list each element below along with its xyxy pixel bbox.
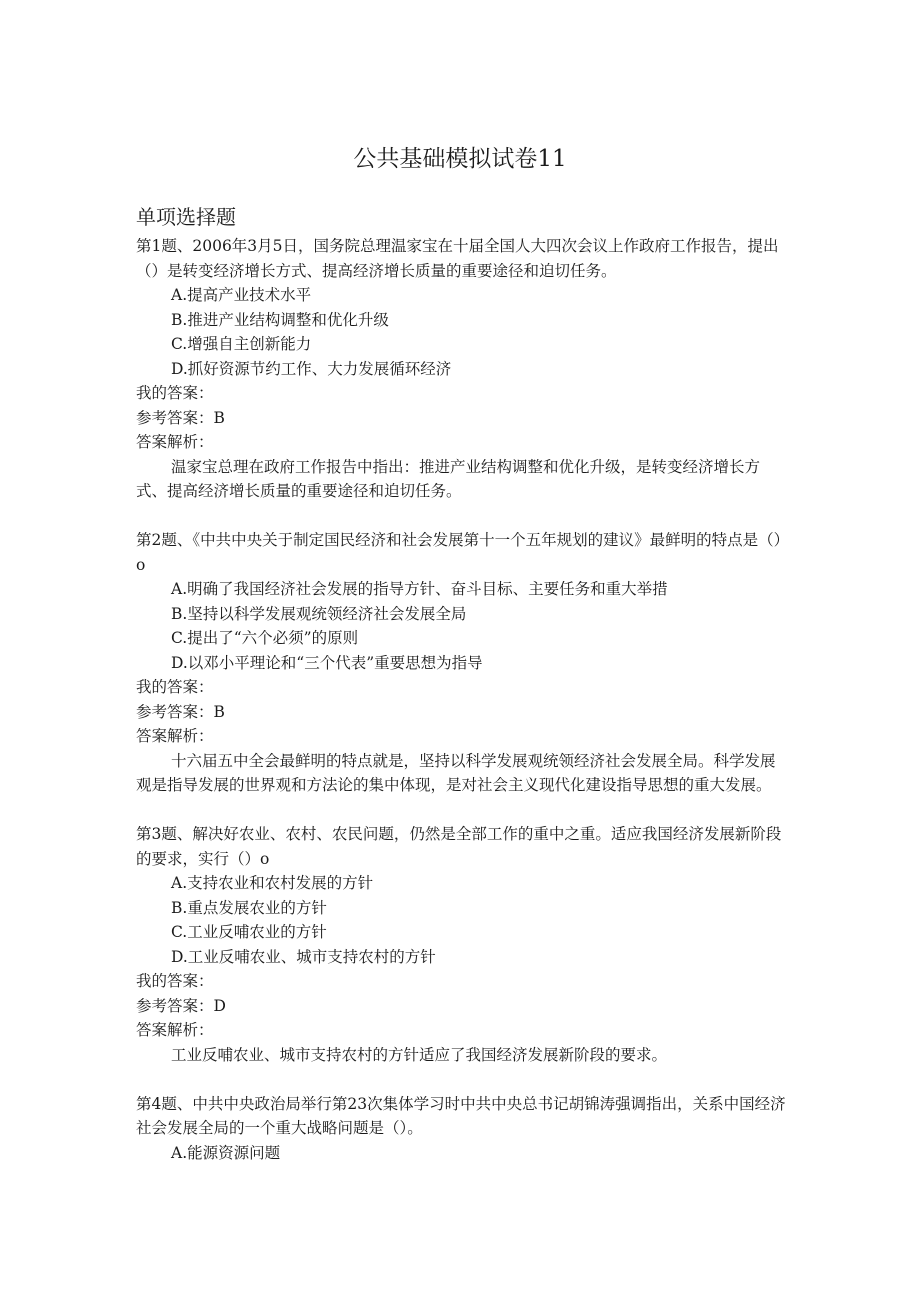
option-a: A.能源资源问题 [171, 1143, 281, 1162]
reference-answer-label: 参考答案： [136, 702, 214, 721]
my-answer-label: 我的答案： [136, 678, 214, 696]
reference-answer-value: B [213, 702, 225, 721]
option-b: B.重点发展农业的方针 [171, 898, 327, 917]
analysis-label: 答案解析： [136, 433, 214, 451]
question-3 [136, 822, 786, 1067]
question-4 [136, 1092, 786, 1166]
option-a: A.支持农业和农村发展的方针 [171, 874, 374, 892]
analysis-text: 工业反哺农业、城市支持农村的方针适应了我国经济发展新阶段的要求。 [171, 1045, 668, 1064]
option-b: B.坚持以科学发展观统领经济社会发展全局 [171, 604, 467, 623]
analysis-label: 答案解析： [136, 1021, 214, 1039]
reference-answer-value: D [213, 996, 226, 1015]
analysis-label: 答案解析： [136, 727, 214, 745]
option-a: A.明确了我国经济社会发展的指导方针、奋斗目标、主要任务和重大举措 [171, 580, 668, 598]
question-stem: 第2题、《中共中央关于制定国民经济和社会发展第十一个五年规划的建议》最鲜明的特点是（）o [136, 531, 782, 574]
question-2 [136, 528, 786, 798]
option-d: D.工业反哺农业、城市支持农村的方针 [171, 947, 436, 966]
my-answer-label: 我的答案： [136, 384, 214, 402]
reference-answer [136, 406, 786, 431]
options-list [136, 871, 786, 969]
reference-answer-label: 参考答案： [136, 408, 214, 427]
option-d: D.以邓小平理论和“三个代表”重要思想为指导 [171, 653, 483, 672]
option-c: C.提出了“六个必须”的原则 [171, 629, 359, 647]
option-a: A.提高产业技术水平 [171, 286, 312, 304]
reference-answer [136, 700, 786, 725]
options-list [136, 577, 786, 675]
my-answer-label: 我的答案： [136, 972, 214, 990]
option-b: B.推进产业结构调整和优化升级 [171, 310, 389, 329]
document-title: 公共基础模拟试卷11 [353, 146, 567, 172]
analysis-text: 十六届五中全会最鲜明的特点就是，坚持以科学发展观统领经济社会发展全局。科学发展观是指导发展的世界观和方法论的集中体现，是对社会主义现代化建设指导思想的重大发展。 [136, 751, 776, 794]
question-stem: 第1题、2006年3月5日，国务院总理温家宝在十届全国人大四次会议上作政府工作报告，提出（）是转变经济增长方式、提高经济增长质量的重要途径和迫切任务。 [136, 237, 779, 280]
options-list [136, 283, 786, 381]
option-d: D.抓好资源节约工作、大力发展循环经济 [171, 359, 452, 378]
reference-answer-value: B [213, 408, 225, 427]
section-title: 单项选择题 [136, 205, 236, 229]
analysis-text: 温家宝总理在政府工作报告中指出：推进产业结构调整和优化升级，是转变经济增长方式、提高经济增长质量的重要途径和迫切任务。 [136, 457, 761, 500]
question-stem: 第3题、解决好农业、农村、农民问题，仍然是全部工作的重中之重。适应我国经济发展新阶段的要求，实行（）o [136, 825, 782, 868]
option-c: C.增强自主创新能力 [171, 335, 312, 353]
question-stem: 第4题、中共中央政治局举行第23次集体学习时中共中央总书记胡锦涛强调指出，关系中国经济社会发展全局的一个重大战略问题是（）。 [136, 1094, 786, 1137]
reference-answer [136, 994, 786, 1019]
options-list [136, 1141, 786, 1166]
option-c: C.工业反哺农业的方针 [171, 923, 327, 941]
reference-answer-label: 参考答案： [136, 996, 214, 1015]
question-1 [136, 234, 786, 504]
questions-body [136, 234, 786, 1165]
